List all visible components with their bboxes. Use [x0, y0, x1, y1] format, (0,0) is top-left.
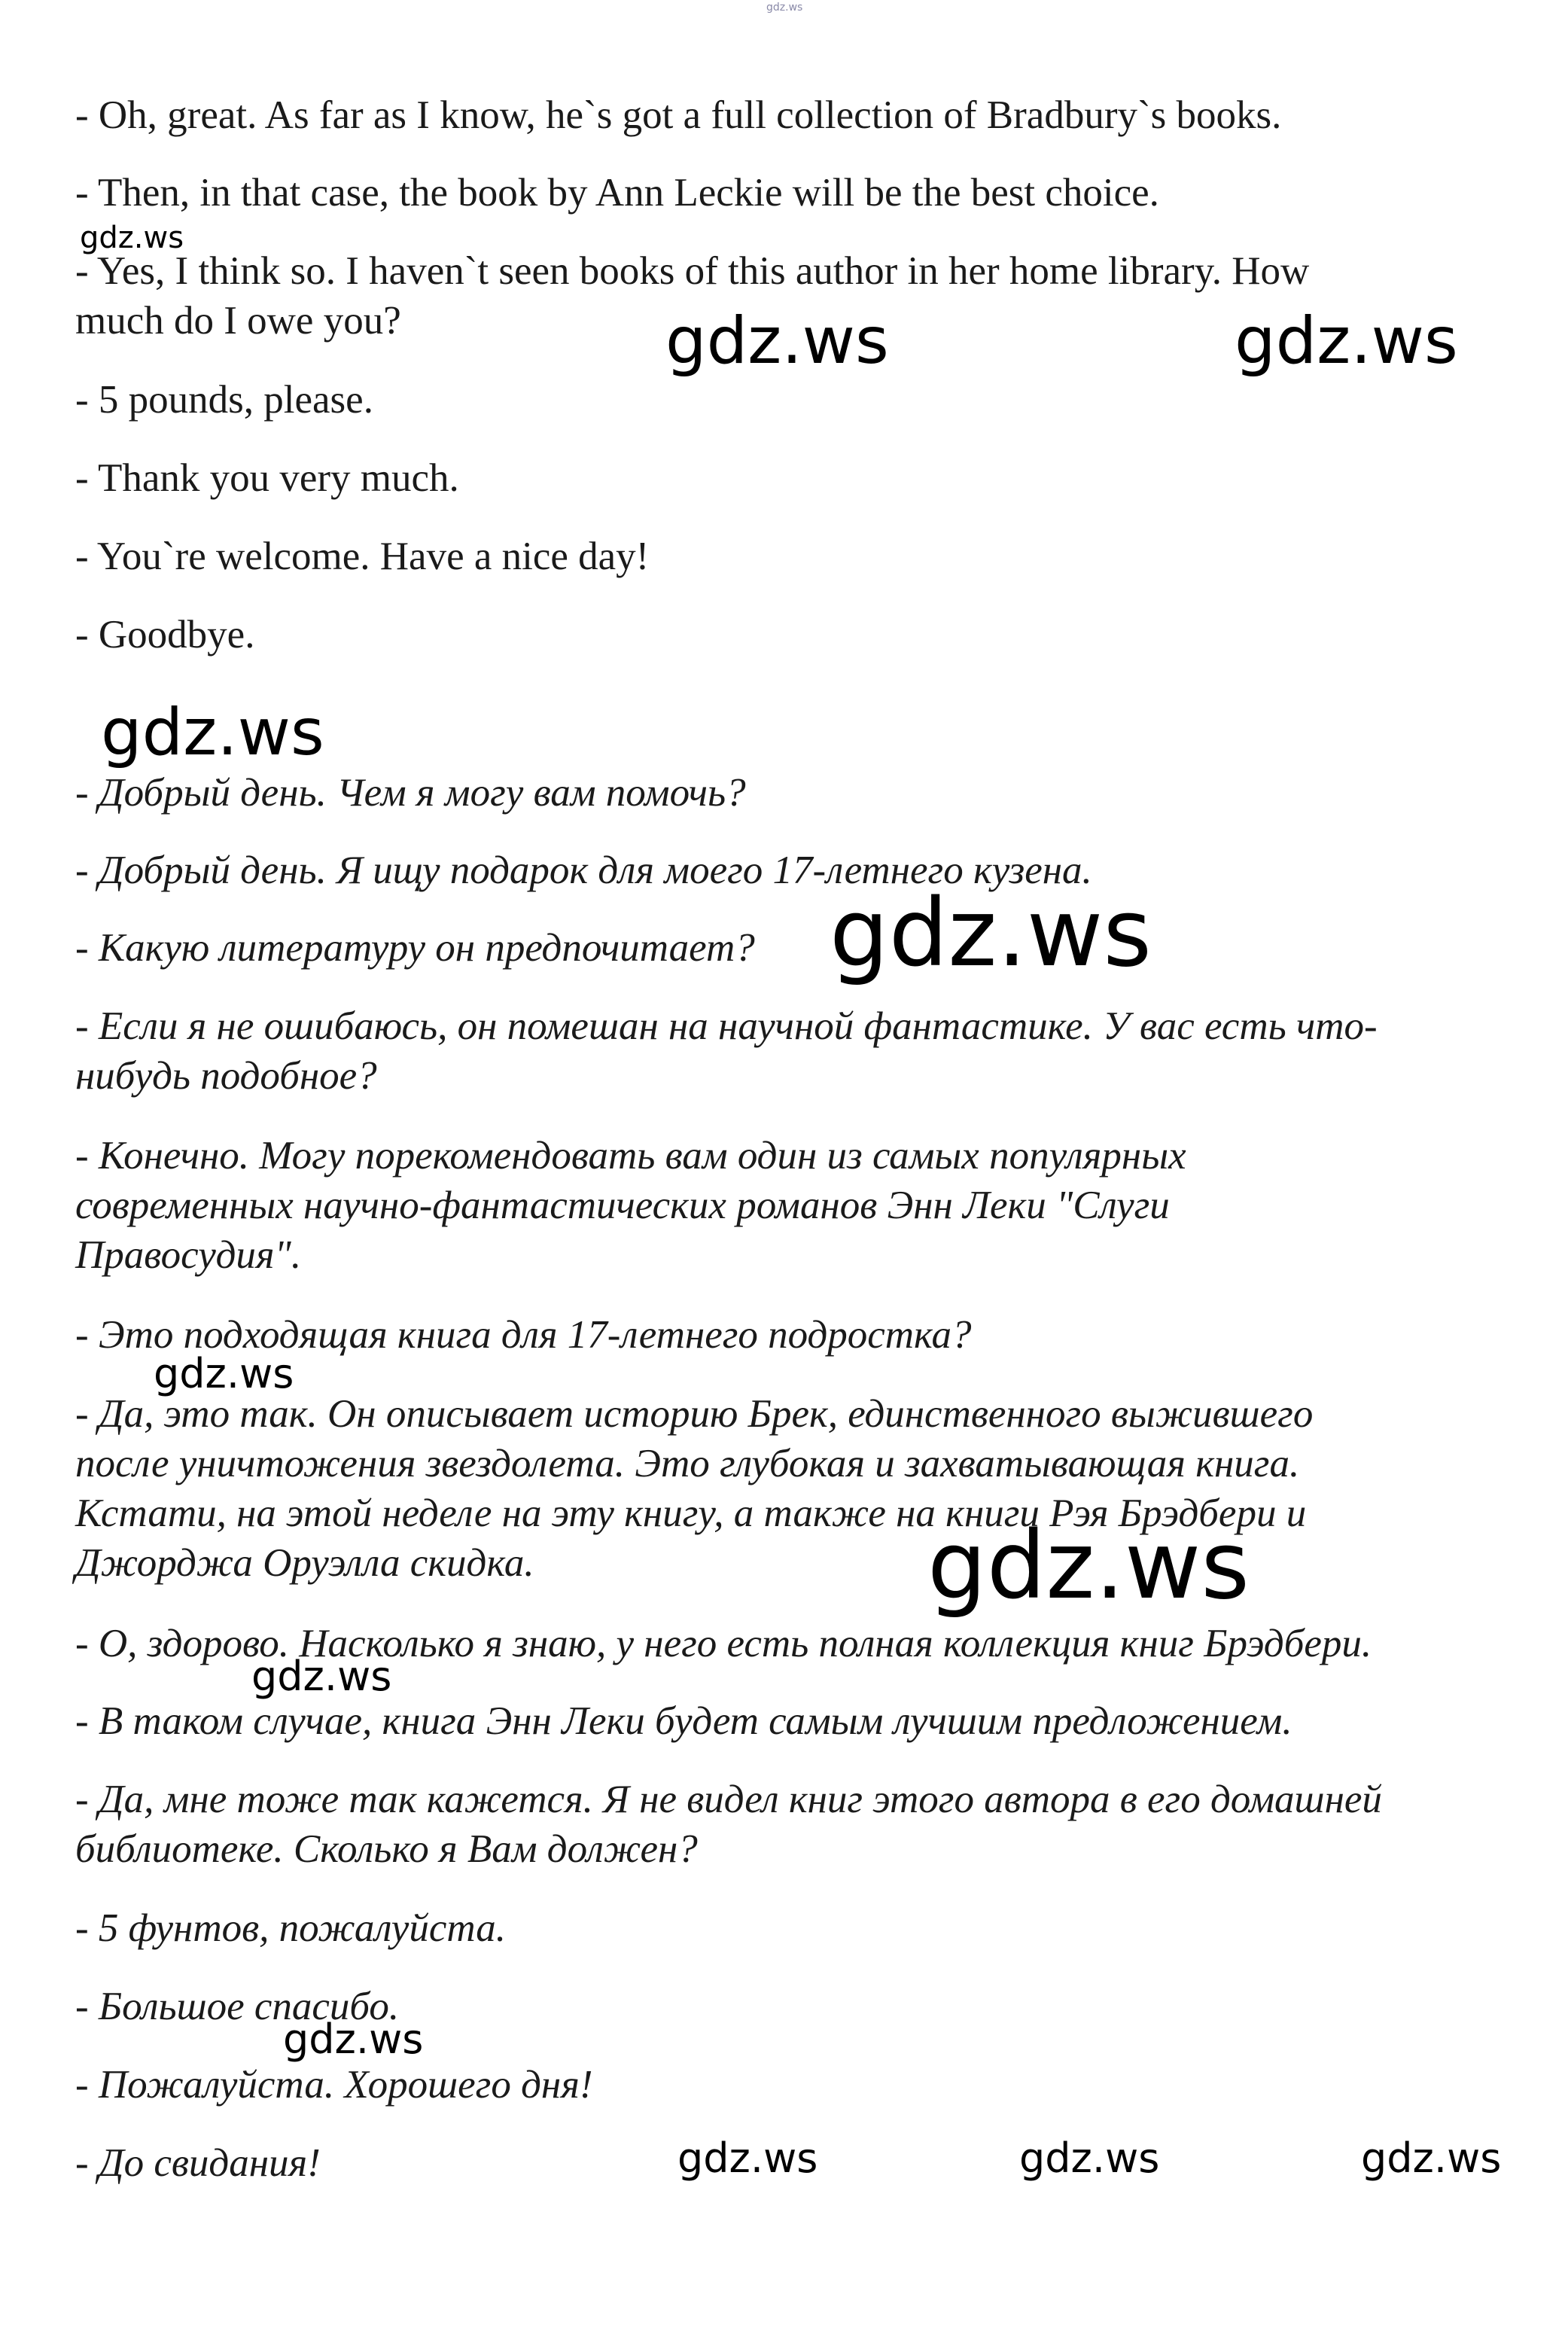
watermark: gdz.ws: [154, 1350, 294, 1397]
watermark: gdz.ws: [1235, 303, 1458, 379]
russian-line: - Да, мне тоже так кажется. Я не видел книг этого автора в его домашней: [75, 1778, 1382, 1821]
english-line: - You`re welcome. Have a nice day!: [75, 535, 650, 578]
russian-line: нибудь подобное?: [75, 1054, 377, 1098]
russian-line: - 5 фунтов, пожалуйста.: [75, 1906, 507, 1950]
russian-line: - Добрый день. Я ищу подарок для моего 17-летнего кузена.: [75, 849, 1092, 892]
russian-line: - Большое спасибо.: [75, 1985, 400, 2028]
russian-line: - В таком случае, книга Энн Леки будет самым лучшим предложением.: [75, 1699, 1292, 1743]
russian-line: современных научно-фантастических романов Энн Леки "Слуги: [75, 1184, 1170, 1227]
russian-line: библиотеке. Сколько я Вам должен?: [75, 1827, 698, 1871]
watermark: gdz.ws: [665, 303, 889, 379]
watermark: gdz.ws: [283, 2015, 424, 2063]
watermark: gdz.ws: [80, 221, 184, 255]
russian-line: Правосудия".: [75, 1233, 302, 1277]
russian-line: после уничтожения звездолета. Это глубокая и захватывающая книга.: [75, 1442, 1300, 1485]
watermark: gdz.ws: [677, 2134, 818, 2182]
watermark: gdz.ws: [101, 695, 324, 770]
english-line: - Then, in that case, the book by Ann Leckie will be the best choice.: [75, 171, 1159, 215]
russian-line: Джорджа Оруэлла скидка.: [75, 1541, 534, 1585]
russian-line: - До свидания!: [75, 2141, 321, 2185]
english-line: - 5 pounds, please.: [75, 378, 373, 422]
watermark: gdz.ws: [1019, 2134, 1160, 2182]
russian-line: - Конечно. Могу порекомендовать вам один из самых популярных: [75, 1134, 1186, 1178]
russian-line: - О, здорово. Насколько я знаю, у него есть полная коллекция книг Брэдбери.: [75, 1622, 1372, 1665]
russian-line: Кстати, на этой неделе на эту книгу, а также на книги Рэя Брэдбери и: [75, 1491, 1307, 1535]
english-line: much do I owe you?: [75, 299, 401, 343]
russian-line: - Пожалуйста. Хорошего дня!: [75, 2063, 593, 2107]
watermark: gdz.ws: [1361, 2134, 1502, 2182]
russian-line: - Да, это так. Он описывает историю Брек, единственного выжившего: [75, 1392, 1314, 1436]
english-line: - Thank you very much.: [75, 456, 459, 500]
russian-line: - Это подходящая книга для 17-летнего подростка?: [75, 1313, 972, 1357]
russian-line: - Какую литературу он предпочитает?: [75, 926, 755, 970]
russian-line: - Если я не ошибаюсь, он помешан на научной фантастике. У вас есть что-: [75, 1004, 1378, 1048]
english-line: - Goodbye.: [75, 613, 255, 657]
watermark: gdz.ws: [830, 879, 1152, 988]
russian-line: - Добрый день. Чем я могу вам помочь?: [75, 771, 746, 815]
watermark: gdz.ws: [927, 1512, 1250, 1620]
english-line: - Yes, I think so. I haven`t seen books of this author in her home library. How: [75, 249, 1310, 293]
watermark: gdz.ws: [766, 2, 803, 14]
watermark: gdz.ws: [251, 1653, 392, 1700]
english-line: - Oh, great. As far as I know, he`s got a full collection of Bradbury`s books.: [75, 93, 1282, 137]
